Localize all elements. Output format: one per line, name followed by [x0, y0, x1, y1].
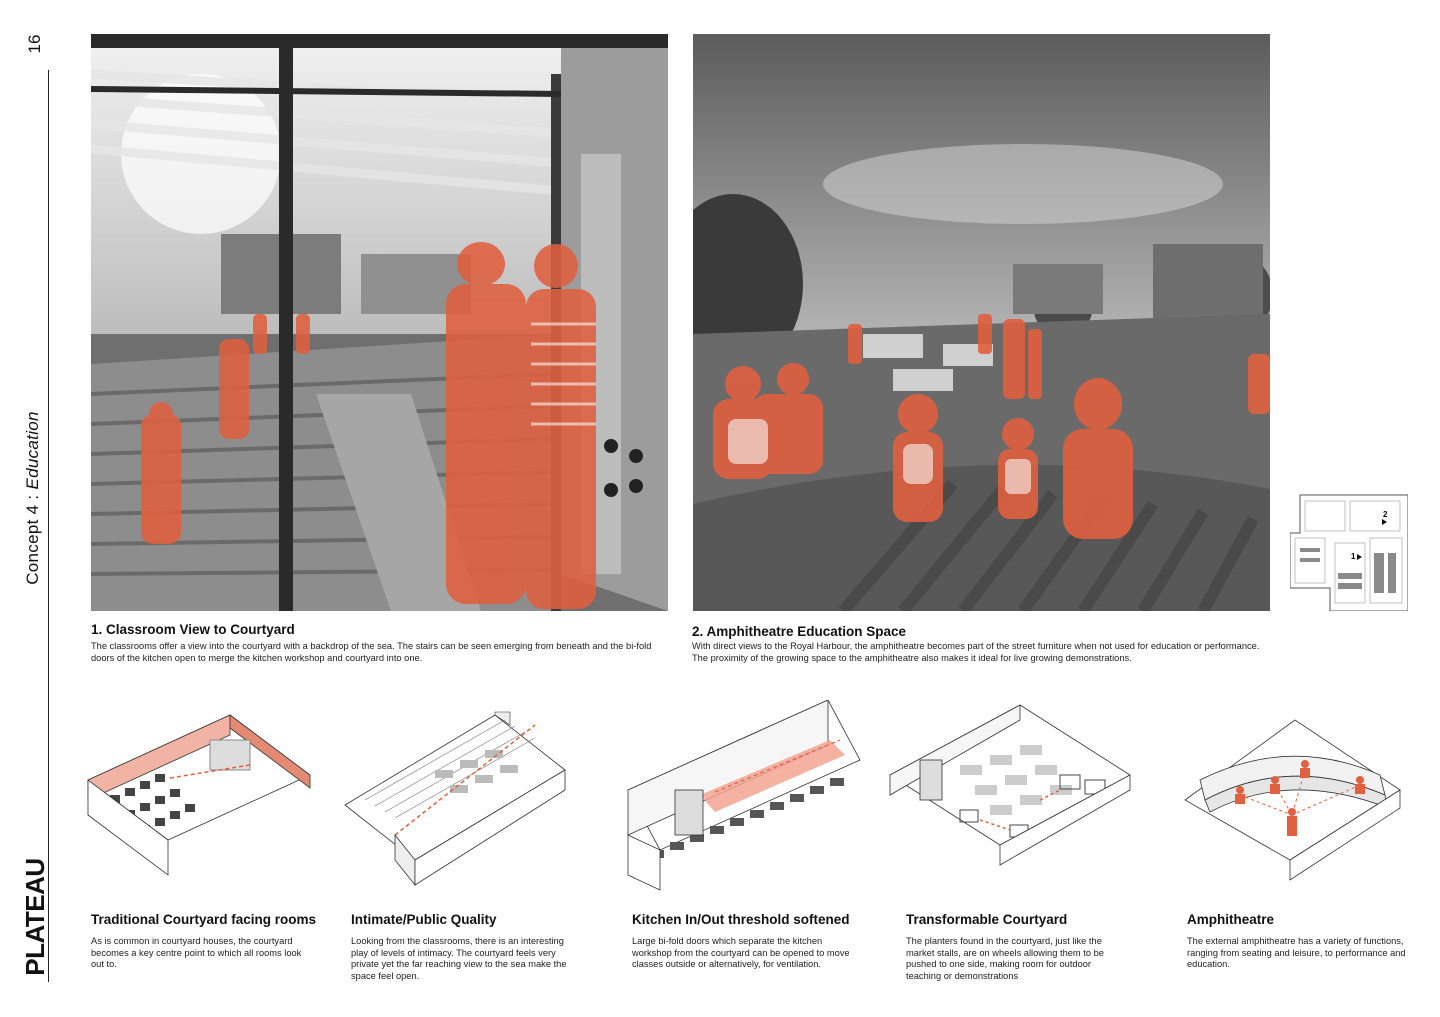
feature-1-title: Traditional Courtyard facing rooms [91, 912, 317, 927]
key-plan [1290, 493, 1408, 611]
view-1-title: 1. Classroom View to Courtyard [91, 622, 295, 637]
view-1-description: The classrooms offer a view into the courtyard with a backdrop of the sea. The stairs can be seen emerging from beneath and the bi-fold doors of the kitchen open to merge the kitchen workshop and courtyard into one. [91, 641, 652, 663]
transformable-courtyard-diagram [880, 700, 1150, 900]
view-2-description: With direct views to the Royal Harbour, the amphitheatre becomes part of the street furniture when not used for education or performance. The proximity of the growing space to the amphitheatre also makes it ideal for live growing demonstrations. [692, 641, 1260, 663]
page-number: 16 [25, 34, 44, 54]
feature-1-body: As is common in courtyard houses, the courtyard becomes a key centre point to which all rooms look out to. [91, 936, 302, 970]
classroom-view-image [91, 34, 668, 611]
concept-prefix: Concept 4 : [23, 489, 42, 585]
margin-divider [48, 70, 49, 982]
view-2-title: 2. Amphitheatre Education Space [692, 624, 907, 639]
kitchen-threshold-diagram [620, 700, 870, 900]
keyplan-marker-1: 1 [1351, 552, 1356, 561]
keyplan-marker-2: 2 [1383, 510, 1388, 519]
intimate-public-diagram [335, 700, 575, 900]
feature-3-body: Large bi-fold doors which separate the kitchen workshop from the courtyard can be opened to move classes outside or alternatively, for ventilation. [632, 936, 850, 970]
feature-2-title: Intimate/Public Quality [351, 912, 497, 927]
feature-4-body: The planters found in the courtyard, just like the market stalls, are on wheels allowing them to be pushed to one side, making room for outdoor teaching or demonstrations [906, 936, 1104, 982]
amphitheatre-diagram [1180, 700, 1405, 900]
feature-2-body: Looking from the classrooms, there is an interesting play of levels of intimacy. The courtyard feels very private yet the far reaching view to the sea make the space feel open. [351, 936, 567, 982]
amphitheatre-image [693, 34, 1270, 611]
concept-name: Education [23, 411, 42, 490]
plateau-logo: PLATEAU [20, 858, 50, 976]
feature-3-title: Kitchen In/Out threshold softened [632, 912, 850, 927]
feature-5-body: The external amphitheatre has a variety of functions, ranging from seating and leisure, to performance and education. [1187, 936, 1406, 970]
feature-5-title: Amphitheatre [1187, 912, 1275, 927]
courtyard-rooms-diagram [80, 700, 320, 900]
feature-4-title: Transformable Courtyard [906, 912, 1068, 927]
concept-title [23, 343, 47, 653]
